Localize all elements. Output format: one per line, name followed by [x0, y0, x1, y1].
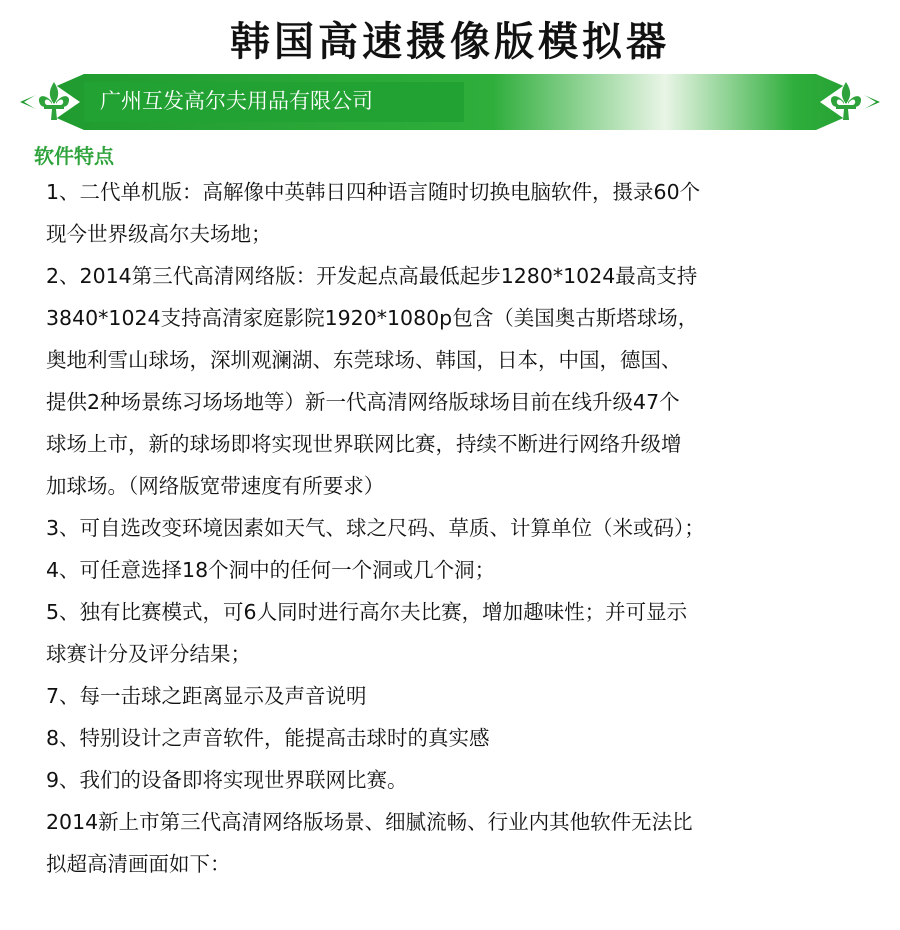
feature-line: 现今世界级高尔夫场地；: [46, 222, 272, 246]
feature-line: 提供2种场景练习场场地等）新一代高清网络版球场目前在线升级47个: [46, 390, 680, 414]
feature-line: 3840*1024支持高清家庭影院1920*1080p包含（美国奥古斯塔球场，: [46, 306, 699, 330]
feature-line: 3、可自选改变环境因素如天气、球之尺码、草质、计算单位（米或码）；: [46, 516, 705, 540]
feature-line: 4、可任意选择18个洞中的任何一个洞或几个洞；: [46, 558, 496, 582]
fleur-de-lis-left-icon: [34, 80, 74, 124]
section-heading: 软件特点: [34, 144, 114, 168]
feature-line: 加球场。（网络版宽带速度有所要求）: [46, 474, 385, 498]
feature-line: 8、特别设计之声音软件，能提高击球时的真实感: [46, 726, 490, 750]
feature-line: 1、二代单机版：高解像中英韩日四种语言随时切换电脑软件，摄录60个: [46, 180, 701, 204]
page-title: 韩国高速摄像版模拟器: [230, 19, 670, 65]
feature-line: 奥地利雪山球场，深圳观澜湖、东莞球场、韩国，日本，中国，德国、: [46, 348, 682, 372]
feature-line: 球赛计分及评分结果；: [46, 642, 251, 666]
feature-line: 7、每一击球之距离显示及声音说明: [46, 684, 367, 708]
feature-line: 5、独有比赛模式，可6人同时进行高尔夫比赛，增加趣味性；并可显示: [46, 600, 688, 624]
company-banner: [14, 70, 886, 134]
feature-line: 拟超高清画面如下：: [46, 852, 231, 876]
fleur-de-lis-right-icon: [826, 80, 866, 124]
company-name: 广州互发高尔夫用品有限公司: [100, 89, 373, 113]
feature-line: 球场上市，新的球场即将实现世界联网比赛，持续不断进行网络升级增: [46, 432, 682, 456]
feature-line: 2014新上市第三代高清网络版场景、细腻流畅、行业内其他软件无法比: [46, 810, 693, 834]
feature-line: 9、我们的设备即将实现世界联网比赛。: [46, 768, 408, 792]
feature-line: 2、2014第三代高清网络版：开发起点高最低起步1280*1024最高支持: [46, 264, 698, 288]
feature-list: [46, 171, 876, 885]
